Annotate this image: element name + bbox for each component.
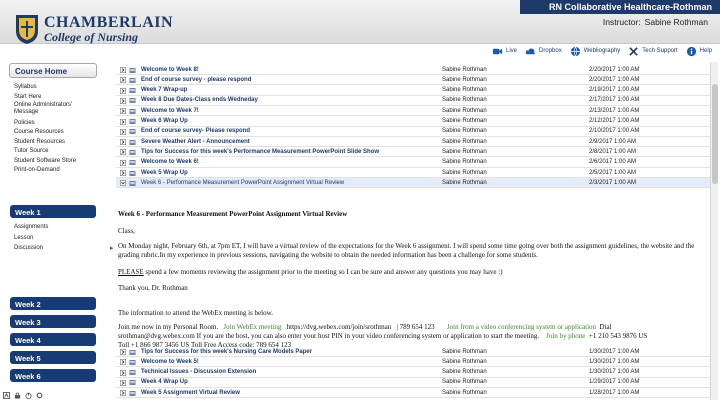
sidebar-link-print-on-demand[interactable]: Print-on-Demand xyxy=(14,167,60,173)
scrollbar-thumb[interactable] xyxy=(712,84,718,184)
webex-toll-line: Toll +1 866 987 3456 US Toll Free Access code: 789 654 123 xyxy=(118,341,292,349)
instructor-label: Instructor: xyxy=(602,17,641,27)
sidebar-link-tutor-source[interactable]: Tutor Source xyxy=(14,148,49,154)
expand-toggle-icon[interactable] xyxy=(120,180,126,186)
announcement-author: Sabine Rothman xyxy=(442,148,487,155)
tool-links xyxy=(492,44,712,58)
announcement-row[interactable] xyxy=(116,86,710,96)
announcement-row[interactable] xyxy=(116,347,710,357)
announcement-author: Sabine Rothman xyxy=(442,128,487,135)
join-webex-link[interactable]: Join WebEx meeting xyxy=(223,323,282,331)
announcement-subject[interactable]: Week 7 Wrap-up xyxy=(141,87,188,94)
message-paragraph-1: On Monday night, February 6th, at 7pm ET, I will have a virtual review of the expectations for the Week 6 assignment. I will spend some time going over both the assignment guidelines, the website and the grading rubric.In my experience in previous sessions, navigating the website to obtain the needed information has been a challenge for some students. xyxy=(118,242,695,259)
expand-toggle-icon[interactable] xyxy=(120,67,126,73)
announcement-row[interactable] xyxy=(116,127,710,137)
announcement-subject[interactable]: End of course survey - please respond xyxy=(141,76,252,83)
announcement-icon xyxy=(129,67,136,74)
announcement-icon xyxy=(129,87,136,94)
announcement-author: Sabine Rothman xyxy=(442,97,487,104)
resize-arrow-icon[interactable]: ▸ xyxy=(110,245,114,252)
announcement-author: Sabine Rothman xyxy=(442,348,487,355)
announcement-date: 2/13/2017 1:00 AM xyxy=(589,107,640,114)
announcement-icon xyxy=(129,390,136,397)
announcement-subject[interactable]: Welcome to Week 6! xyxy=(141,159,199,166)
college-name: CHAMBERLAIN xyxy=(44,14,174,31)
announcement-subject[interactable]: Welcome to Week 5! xyxy=(141,358,199,365)
announcement-subject[interactable]: Severe Weather Alert - Announcement xyxy=(141,138,250,145)
announcement-icon xyxy=(129,359,136,366)
join-text: Join me now in my Personal Room. xyxy=(118,323,219,331)
announcement-date: 2/12/2017 1:00 AM xyxy=(589,118,640,124)
announcement-icon xyxy=(129,108,136,115)
announcement-author: Sabine Rothman xyxy=(442,87,487,94)
announcement-date: 2/8/2017 1:00 AM xyxy=(589,148,637,155)
announcement-row[interactable] xyxy=(116,147,710,157)
meeting-number: | 789 654 123 xyxy=(396,323,435,331)
expand-toggle-icon[interactable] xyxy=(120,170,126,176)
accessibility-icon[interactable] xyxy=(3,392,10,399)
expand-toggle-icon[interactable] xyxy=(120,390,126,396)
announcement-icon xyxy=(129,349,136,356)
announcement-row[interactable] xyxy=(116,96,710,106)
announcement-date: 1/30/2017 1:00 AM xyxy=(589,369,640,376)
expand-toggle-icon[interactable] xyxy=(120,129,126,135)
week-3-button[interactable]: Week 3 xyxy=(10,315,96,328)
expand-toggle-icon[interactable] xyxy=(120,370,126,376)
tool-label: Tech Support xyxy=(642,48,678,54)
lock-icon[interactable] xyxy=(14,392,21,399)
announcement-subject[interactable]: End of course survey- Please respond xyxy=(141,128,251,135)
expand-toggle-icon[interactable] xyxy=(120,98,126,104)
announcement-row[interactable] xyxy=(116,106,710,116)
message-thanks: Thank you, Dr. Rothman xyxy=(118,284,188,292)
week-2-button[interactable]: Week 2 xyxy=(10,297,96,310)
announcement-author: Sabine Rothman xyxy=(442,66,487,73)
course-title: RN Collaborative Healthcare-Rothman xyxy=(520,0,720,14)
sidebar-link-admin-message[interactable]: Online Administrators' Message xyxy=(14,102,73,115)
announcement-icon xyxy=(129,369,136,376)
message-paragraph-2-text: spend a few moments reviewing the assignment prior to the meeting so I can be sure and answer any questions you may have :) xyxy=(143,268,503,276)
bottom-toolbar xyxy=(3,392,43,399)
announcement-date: 2/6/2017 1:00 AM xyxy=(589,159,637,166)
announcement-author: Sabine Rothman xyxy=(442,107,487,114)
expand-toggle-icon[interactable] xyxy=(120,160,126,166)
instructor-name: Sabine Rothman xyxy=(644,17,708,27)
settings-icon[interactable] xyxy=(36,392,43,399)
sidebar-link-lesson[interactable]: Lesson xyxy=(14,234,34,241)
content-scrollbar[interactable] xyxy=(710,62,718,400)
announcement-author: Sabine Rothman xyxy=(442,369,487,376)
sidebar-link-course-resources[interactable]: Course Resources xyxy=(14,129,64,135)
course-home-button[interactable]: Course Home xyxy=(9,63,97,78)
announcement-subject[interactable]: Tips for Success for this week's Performance Measurement PowerPoint Slide Show xyxy=(141,148,380,155)
announcement-date: 2/10/2017 1:00 AM xyxy=(589,128,640,135)
announcement-date: 1/29/2017 1:00 AM xyxy=(589,379,640,386)
video-camera-icon xyxy=(492,46,503,57)
expand-toggle-icon[interactable] xyxy=(120,149,126,155)
tool-label: Help xyxy=(699,48,712,54)
webex-join-line xyxy=(118,323,612,332)
announcement-subject[interactable]: Week 4 Wrap Up xyxy=(141,379,188,386)
tool-label: Live xyxy=(506,48,518,54)
announcement-row[interactable] xyxy=(116,168,710,178)
announcement-subject[interactable]: Technical Issues - Discussion Extension xyxy=(141,369,257,376)
sidebar-link-discussion[interactable]: Discussion xyxy=(14,245,44,251)
message-title: Week 6 - Performance Measurement PowerPoint Assignment Virtual Review xyxy=(118,210,348,218)
announcement-subject[interactable]: Welcome to Week 7! xyxy=(141,107,199,114)
announcement-subject[interactable]: Welcome to Week 8! xyxy=(141,66,199,73)
sidebar-link-software-store[interactable]: Student Software Store xyxy=(14,157,77,164)
tool-label: Dropbox xyxy=(539,48,562,54)
message-emphasis: PLEASE xyxy=(118,268,144,276)
announcement-icon xyxy=(129,139,136,146)
announcement-row[interactable] xyxy=(116,368,710,378)
announcements-list xyxy=(116,62,710,403)
expand-toggle-icon[interactable] xyxy=(120,349,126,355)
sidebar-link-start-here[interactable]: Start Here xyxy=(14,93,42,100)
announcement-date: 1/30/2017 1:00 AM xyxy=(589,358,640,365)
sidebar-link-policies[interactable]: Policies xyxy=(14,119,35,126)
tool-label: Webliography xyxy=(583,48,621,54)
expand-toggle-icon[interactable] xyxy=(120,119,126,125)
announcement-row[interactable] xyxy=(116,137,710,147)
announcement-row[interactable] xyxy=(116,388,710,398)
course-home-links xyxy=(14,83,92,176)
announcement-author: Sabine Rothman xyxy=(442,76,487,83)
announcement-subject[interactable]: Week 5 Assignment Virtual Review xyxy=(141,389,240,396)
phone-number: +1 210 543 9876 US xyxy=(588,332,648,340)
announcement-subject[interactable]: Week 6 Wrap Up xyxy=(141,118,188,124)
announcement-author: Sabine Rothman xyxy=(442,159,487,166)
announcement-subject[interactable]: Week 8 Due Dates-Class ends Wedneday xyxy=(141,97,258,104)
tools-icon xyxy=(628,46,639,57)
announcement-row[interactable] xyxy=(116,117,710,127)
webex-host-line xyxy=(118,332,647,341)
power-icon[interactable] xyxy=(25,392,32,399)
announcement-icon xyxy=(129,170,136,177)
announcement-author: Sabine Rothman xyxy=(442,138,487,145)
message-paragraph-2 xyxy=(118,268,503,277)
announcement-date: 2/20/2017 1:00 AM xyxy=(589,76,640,83)
announcement-subject[interactable]: Week 5 Wrap Up xyxy=(141,169,188,176)
week-5-button[interactable]: Week 5 xyxy=(10,351,96,364)
join-phone-link[interactable]: Join by phone xyxy=(546,332,586,340)
tool-dropbox[interactable] xyxy=(525,46,562,57)
announcement-date: 1/30/2017 1:00 AM xyxy=(589,348,640,355)
announcement-date: 2/17/2017 1:00 AM xyxy=(589,97,640,104)
expand-toggle-icon[interactable] xyxy=(120,380,126,386)
week-6-button[interactable]: Week 6 xyxy=(10,369,96,382)
announcement-icon xyxy=(129,77,136,84)
dial-text: Dial xyxy=(599,323,612,331)
announcement-date: 2/9/2017 1:00 AM xyxy=(589,138,637,145)
tool-help[interactable] xyxy=(686,46,712,57)
announcement-icon xyxy=(129,149,136,156)
week-1-links xyxy=(14,222,48,254)
announcement-date: 2/5/2017 1:00 AM xyxy=(589,169,637,176)
shield-logo-icon xyxy=(14,13,40,45)
announcement-author: Sabine Rothman xyxy=(442,358,487,365)
announcement-date: 2/20/2017 1:00 AM xyxy=(589,66,640,73)
announcement-subject[interactable]: Tips for Success for this week's Nursing Care Models Paper xyxy=(141,348,313,355)
expand-toggle-icon[interactable] xyxy=(120,108,126,114)
announcement-icon xyxy=(129,379,136,386)
announcement-author: Sabine Rothman xyxy=(442,379,487,386)
announcement-author: Sabine Rothman xyxy=(442,179,487,186)
announcement-icon xyxy=(129,128,136,135)
announcement-row[interactable] xyxy=(116,357,710,367)
announcement-row[interactable] xyxy=(116,65,710,75)
course-sidebar xyxy=(0,62,108,392)
week-4-button[interactable]: Week 4 xyxy=(10,333,96,346)
announcement-row[interactable] xyxy=(116,178,710,188)
instructor-info xyxy=(599,17,708,27)
announcement-date: 1/28/2017 1:00 AM xyxy=(589,389,640,396)
tool-webliography[interactable] xyxy=(570,46,621,57)
info-icon xyxy=(686,46,697,57)
webex-url[interactable]: https://dvg.webex.com/join/srothman xyxy=(286,323,392,331)
sidebar-link-assignments[interactable]: Assignments xyxy=(14,224,49,230)
expand-toggle-icon[interactable] xyxy=(120,77,126,83)
announcement-author: Sabine Rothman xyxy=(442,118,487,124)
expand-toggle-icon[interactable] xyxy=(120,88,126,94)
announcement-icon xyxy=(129,180,136,187)
announcement-icon xyxy=(129,118,136,125)
sidebar-link-student-resources[interactable]: Student Resources xyxy=(14,138,66,145)
message-greeting: Class, xyxy=(118,227,135,235)
tool-tech-support[interactable] xyxy=(628,46,677,57)
expand-toggle-icon[interactable] xyxy=(120,359,126,365)
expand-toggle-icon[interactable] xyxy=(120,139,126,145)
announcement-icon xyxy=(129,97,136,104)
globe-icon xyxy=(570,46,581,57)
college-subtitle: College of Nursing xyxy=(44,30,139,44)
announcement-row[interactable] xyxy=(116,158,710,168)
announcement-author: Sabine Rothman xyxy=(442,389,487,396)
tool-live[interactable] xyxy=(492,46,517,57)
announcement-date: 2/19/2017 1:00 AM xyxy=(589,87,640,94)
cloud-icon xyxy=(525,46,536,57)
announcement-icon xyxy=(129,159,136,166)
announcement-row[interactable] xyxy=(116,378,710,388)
join-video-link[interactable]: Join from a video conferencing system or application xyxy=(446,323,597,331)
week-1-button[interactable]: Week 1 xyxy=(10,205,96,218)
webex-intro: The information to attend the WebEx meeting is below. xyxy=(118,309,273,317)
announcement-author: Sabine Rothman xyxy=(442,169,487,176)
header-bar xyxy=(0,0,720,44)
announcement-date: 2/3/2017 1:00 AM xyxy=(589,179,637,186)
announcement-row[interactable] xyxy=(116,75,710,85)
host-text: srothman@dvg.webex.com If you are the host, you can also enter your host PIN in your video conferencing system or application to start the meeting. xyxy=(118,332,540,340)
sidebar-link-syllabus[interactable]: Syllabus xyxy=(14,84,37,90)
announcement-subject[interactable]: Week 6 - Performance Measurement PowerPoint Assignment Virtual Review xyxy=(141,179,345,186)
